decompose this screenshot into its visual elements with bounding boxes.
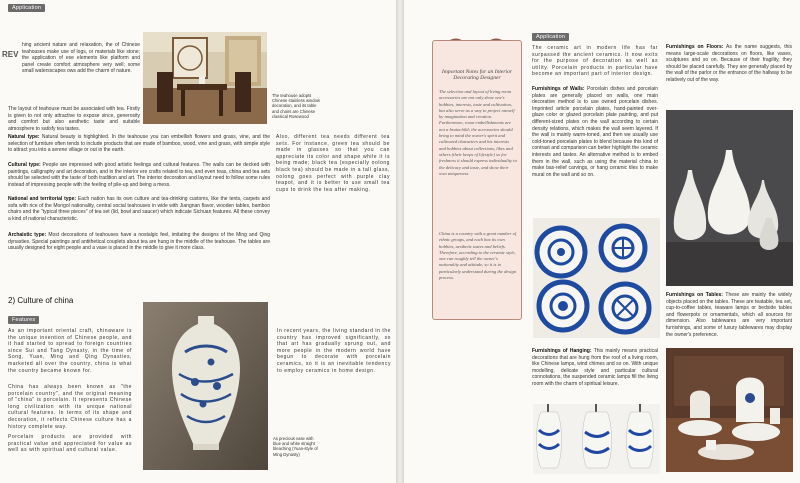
vase-caption: As precious vase with blue and white straight bleaching (Yuan-style of Ming Dynasty)	[273, 436, 318, 457]
white-vases-photo	[666, 110, 793, 286]
natural-type-paragraph	[8, 134, 270, 154]
callout-paragraph-2: China is a country with a great number of ethnic groups, and each has its own hobbies, aesthetic tastes and beliefs. Therefore, according to the ceramic style, one can roughly tell the owner's nationality and attitude, so it is to particularly understand during the design process.	[439, 231, 517, 281]
ceramic-intro-paragraph: The ceramic art in modern life has far surpassed the ancient ceramics. It now exits for the purpose of decoration as well as utility. Porcelain products in particular have become an important part of interior design.	[532, 45, 658, 78]
walls-paragraph	[532, 86, 658, 178]
archaistic-type-text: Most decorations of teahouses have a nostalgic feel, imitating the designs of the Ming and Qing dynasties. Special paintings and antithetical couplets about tea are hung in the middle of the teahouse. The tables are usually designed for eight people and a vase is placed in the middle to give it more class.	[8, 232, 271, 252]
floors-text: As the name suggests, this means large-scale decorations on floors, like vases, sculptures and so on. Because of their fragility, they should be placed carefully. They are generally placed by the wall of the parlor or the entrance of the hallway to be relatively out of the way.	[666, 44, 792, 83]
teahouse-photo	[143, 32, 267, 124]
national-type-label: National and territorial type:	[8, 196, 77, 202]
tables-label: Furnishings on Tables:	[666, 292, 723, 298]
floors-label: Furnishings on Floors:	[666, 44, 724, 50]
tableware-photo	[666, 348, 793, 472]
cultural-type-paragraph	[8, 162, 270, 188]
tables-text: These are mainly the widely objects placed on the tables. These are teatable, tea set, cup-to-coffee tables, teaware lamps or bedside tables and flowerpots or ornamentals, which all sources for dimension. Also tablewares are very important furnishings, and some of luxury tablewares may display the owner's preference.	[666, 292, 792, 338]
walls-text: Porcelain dishes and porcelain plates are generally placed on walls, one main decorative method is to use owned porcelain dishes. Imprinted article porcelain plates, hand-painted over-glaze color or glazed porcelain plate painting, and put different-sized plates on the wall according to certain density relations, which makes the wall seem layered. If the wall is mainly warm-toned, and then we usually use cold-toned porcelain plates to blend because this kind of contrast and comparison can better highlight the ceramic interests and tastes. An alternative method is to embed them in the wall, such as using the material china to make bas-relief carvings, or hang ceramic tiles to make mural on the wall and so on.	[532, 86, 659, 178]
tea-sets-paragraph: Also, different tea needs different tea sets. For instance, green tea should be made in glasses so that you can appreciate its color and shape while it is being made; black tea (especially oolong black tea) should be made in a tall glass, oolong goes perfect with purple clay teapot, and it is better to use small tea cups to drink the tea after making.	[276, 134, 390, 193]
walls-label: Furnishings of Walls:	[532, 86, 585, 92]
archaistic-type-label: Archaistic type:	[8, 232, 47, 238]
blue-plates-photo	[533, 218, 660, 338]
intro-paragraph: hing ancient nature and relaxation, the of Chinese teahouses make use of logs, or materials like stone; the application of ese elements like platform and panel create comfort atmosphere very well; some small watersscapes ows add the charm of nature.	[22, 42, 140, 75]
features-tag: Features	[8, 316, 39, 324]
national-type-text: Each nation has its own culture and tea-drinking customs, like the tents, carpets and sofa with rice of the Mongol nationality, central social teahouses in wide with Jiangnan flavor, wooden tables, bamboo chairs and the "typical three pieces" of tea set (lid, bowl and saucer) which indicate Sichuan features. All these convey a kind of national characteristic.	[8, 196, 270, 222]
layout-paragraph: The layout of teahouse must be associated with tea. Firstly is given to not only attractive to expose since, generosity and comfort but also aesthetic taste and suitable atmosphere to satisfy tea tastes.	[8, 106, 140, 132]
rev-label: REV	[2, 50, 19, 59]
china-paragraph-3: Porcelain products are provided with practical value and appreciated for value as well as with spiritual and cultural value.	[8, 434, 132, 454]
recent-years-paragraph: In recent years, the living standard in the country has improved significantly, so that art has gradually sprung out, and more people in the modern world have begun to decorate with porcelain ceramics, so it is an inevitable tendency to employ ceramics in home design.	[277, 328, 391, 374]
floors-paragraph	[666, 44, 792, 84]
section-title-culture-of-china: 2) Culture of china	[8, 296, 74, 305]
callout-title: Important Notes for an Interior Decorating Designer	[441, 69, 513, 81]
china-paragraph-2: China has always been known as "the porcelain country", and the original meaning of "china" is porcelain. It represents Chinese long civilization with its unique national cultural features. In terms of its shape and decoration, it reflects Chinese culture has a history complete way.	[8, 384, 132, 430]
application-tag: Application	[8, 4, 45, 12]
cultural-type-text: People are impressed with good artistic feelings and cultural features. The walls can be decked with paintings, calligraphy and art decoration, and in the interior ere crafts related to tea, and even teas, china and tea sets should be selected with the taste of both tradition and art. The interior decoration and layout need to follow some rules instead of impressing people with the feeling of pile-up and being a mess.	[8, 162, 270, 188]
callout-paragraph-1: The selection and layout of living room accessories are not only show one's hobbies, interests, taste and cultivation, but also serve as a way to project oneself by imagination and creation. Furthermore, room embellishments are not a brainchild; the accessories should bring to mind the owner's spirit and cultivated characters and his interests and hobbies about collections, likes and others (their keeps of lifestyle) so for freshness it should express individuality to the delicacy and taste, and show their own uniqueness.	[439, 89, 517, 176]
vase-photo	[143, 302, 268, 470]
national-type-paragraph	[8, 196, 270, 222]
china-paragraph-1: As an important oriental craft, chinaware is the unique invention of Chinese people, and it had started to spread to foreign countries since Sui and Tang Dynasty, in the time of Song, Yuan, Ming and Qing Dynasties, marketed all over the country, china is what the country became known for.	[8, 328, 132, 374]
hanging-paragraph	[532, 348, 658, 388]
callout-box	[432, 40, 522, 320]
hanging-label: Furnishings of Hanging:	[532, 348, 592, 354]
application-tag-right: Application	[532, 33, 569, 41]
natural-type-label: Natural type:	[8, 134, 40, 140]
teahouse-caption: The teahouse adopts Chinese stainless window decoration, and its table and chairs are Chinese classical Rosewood	[272, 93, 320, 119]
page-gutter	[396, 0, 404, 483]
cultural-type-label: Cultural type:	[8, 162, 41, 168]
hanging-lamps-photo	[533, 404, 660, 474]
plate-1	[537, 228, 585, 276]
natural-type-text: Natural beauty is highlighted. In the teahouse you can embellish flowers and grass, vine, and the selection of furniture often tends to include products that are made of bamboo, wood, vine and grass, with simple style to attract you into a serene village or out in the earth.	[8, 134, 271, 154]
tables-paragraph	[666, 292, 792, 338]
hanging-text: This mainly means practical decorations that are hung from the roof of a living room, like Chinese lamps, wind chimes and so on. With unique modelling, delicate style and particular cultural connotations, the suspended ceramic lamps fill the living room with the charm of spiritual leisure.	[532, 348, 658, 387]
archaistic-type-paragraph	[8, 232, 270, 252]
